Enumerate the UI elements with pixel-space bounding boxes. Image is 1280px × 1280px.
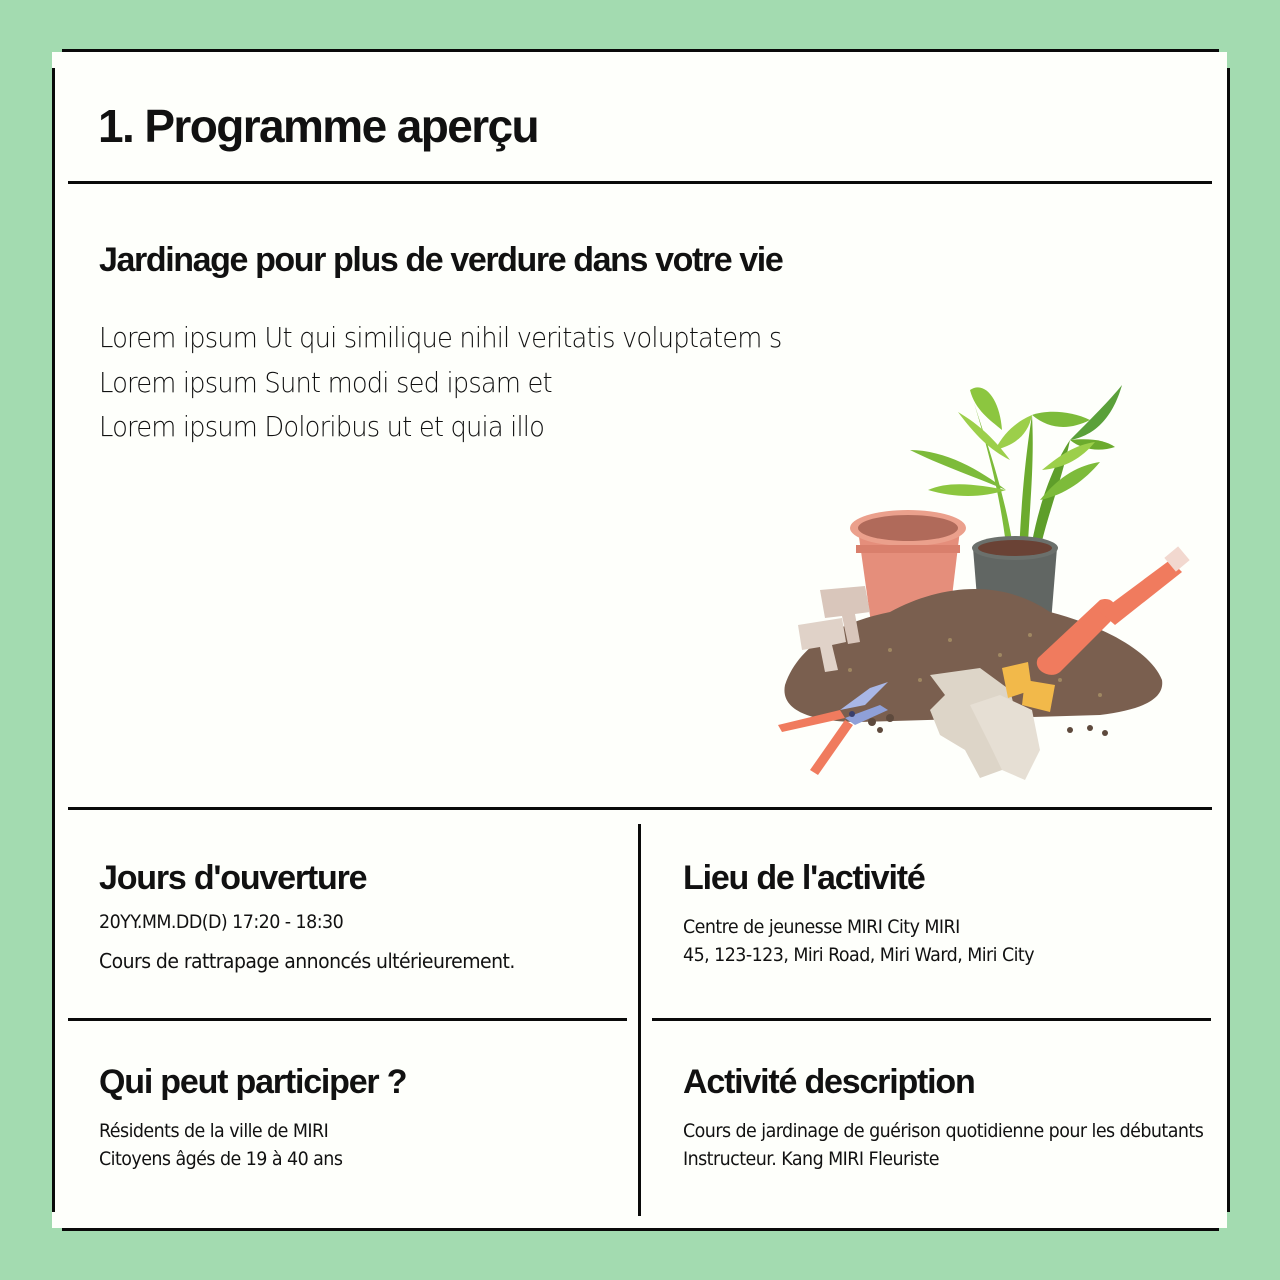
activity-description-heading: Activité description: [683, 1063, 975, 1101]
gardening-illustration-icon: [770, 350, 1200, 790]
activity-description-text: [683, 1117, 1203, 1173]
frame-bottom-line: [62, 1228, 1219, 1231]
activity-description-instructor: Instructeur. Kang MIRI Fleuriste: [683, 1148, 939, 1170]
divider-vertical: [638, 824, 641, 1216]
opening-days-heading: Jours d'ouverture: [99, 859, 367, 897]
divider-program: [68, 807, 1212, 810]
location-venue: Centre de jeunesse MIRI City MIRI: [683, 916, 960, 938]
frame-right-line: [1227, 68, 1230, 1212]
divider-header: [68, 181, 1212, 184]
activity-description-course: Cours de jardinage de guérison quotidienne pour les débutants: [683, 1120, 1204, 1142]
divider-right-mid: [652, 1018, 1211, 1021]
location-address: 45, 123-123, Miri Road, Miri Ward, Miri City: [683, 944, 1035, 966]
program-subtitle: Jardinage pour plus de verdure dans votre vie: [99, 241, 783, 279]
program-description: [99, 316, 781, 450]
eligibility-residents: Résidents de la ville de MIRI: [99, 1120, 329, 1142]
opening-days-note: Cours de rattrapage annoncés ultérieurement.: [99, 949, 515, 973]
page-title: 1. Programme aperçu: [98, 100, 539, 152]
eligibility-text: [99, 1117, 342, 1173]
location-heading: Lieu de l'activité: [683, 859, 925, 897]
opening-days-text: [99, 908, 515, 975]
description-line: Lorem ipsum Ut qui similique nihil veritatis voluptatem s: [99, 321, 782, 354]
location-text: [683, 913, 1034, 969]
opening-days-schedule: 20YY.MM.DD(D) 17:20 - 18:30: [99, 911, 344, 933]
description-line: Lorem ipsum Doloribus ut et quia illo: [99, 410, 545, 443]
eligibility-age: Citoyens âgés de 19 à 40 ans: [99, 1148, 343, 1170]
frame-left-line: [52, 68, 55, 1212]
divider-left-mid: [68, 1018, 627, 1021]
eligibility-heading: Qui peut participer ?: [99, 1063, 407, 1101]
frame-top-line: [62, 49, 1219, 52]
description-line: Lorem ipsum Sunt modi sed ipsam et: [99, 365, 552, 399]
